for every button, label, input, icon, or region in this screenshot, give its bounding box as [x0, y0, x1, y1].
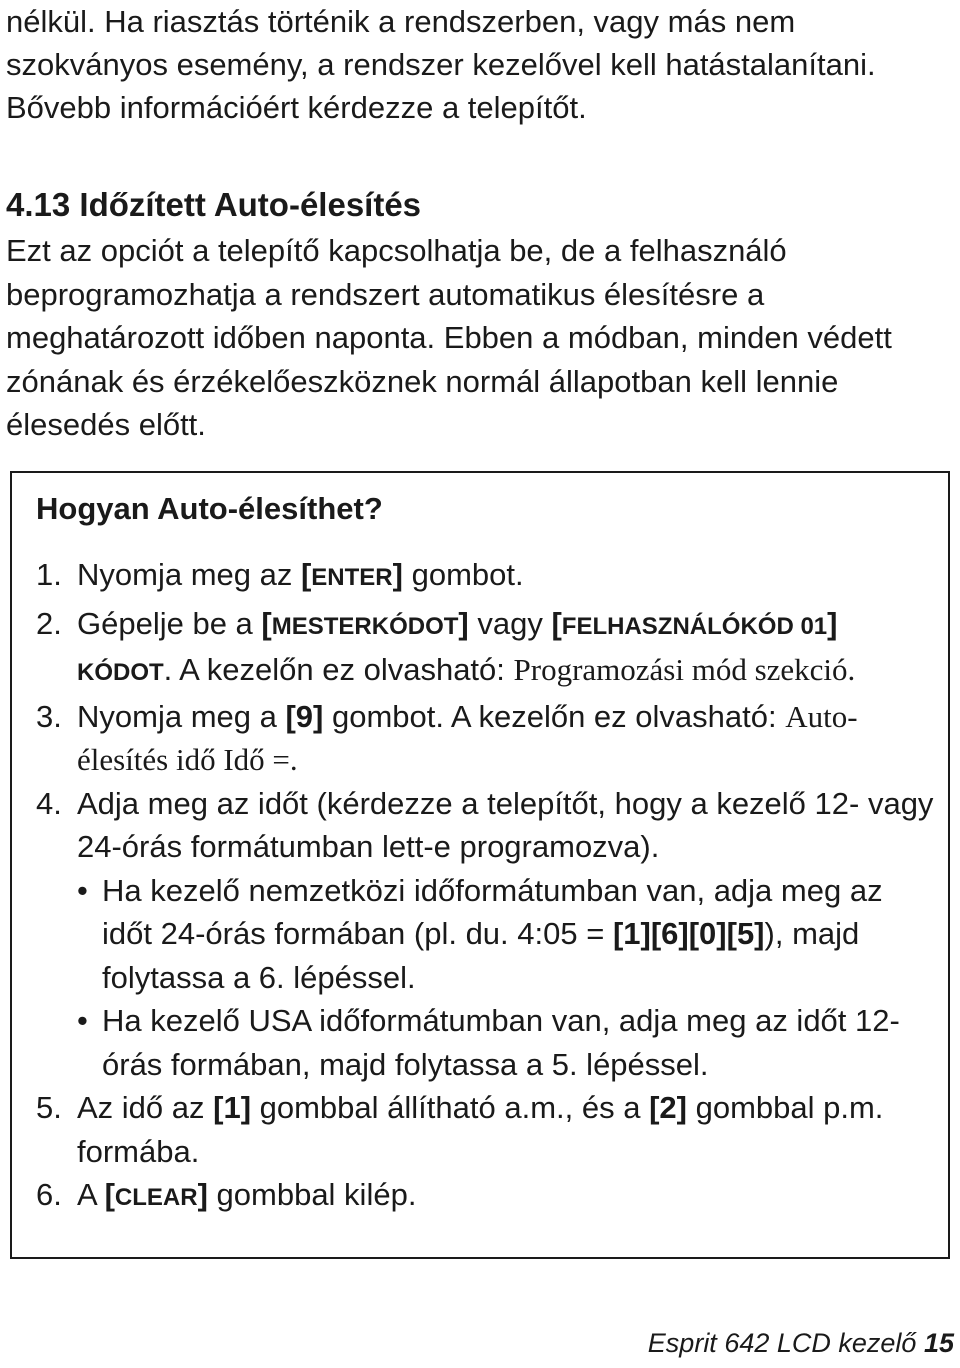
key-1: [1] [213, 1090, 252, 1125]
step-2 [36, 602, 936, 695]
step-number: 2. [36, 605, 62, 641]
bullet-text: Ha kezelő USA időformátumban van, adja meg az időt 12-órás formában, majd folytassa a 5. lépéssel. [102, 1003, 900, 1082]
step-number: 5. [36, 1090, 62, 1125]
key-sequence: [1][6][0][5] [612, 916, 765, 951]
key-master-code: MESTERKÓDOT [271, 612, 459, 640]
bullet-text: Ha kezelő nemzetközi időformátumban van, adja meg az időt 24-órás formában (pl. du. 4:05 = [1][6][0][5]), majd folytassa a 6. lépéssel. [102, 872, 883, 995]
lcd-display-text: Programozási mód szekció. [513, 652, 856, 687]
step-text: Az idő az [1] gombbal állítható a.m., és a [2] gombbal p.m. formába. [77, 1090, 884, 1169]
key-9: [9] [285, 698, 324, 734]
step-number: 3. [36, 698, 62, 734]
section-heading: 4.13 Időzített Auto-élesítés [6, 186, 422, 223]
step-text: Adja meg az időt (kérdezze a telepítőt, hogy a kezelő 12- vagy 24-órás formátumban lett-e programozva). [77, 785, 934, 864]
step-text: Nyomja meg a [9] gombot. A kezelőn ez olvasható: Auto-élesítés idő Idő =. [77, 698, 858, 777]
section-body-paragraph: Ezt az opciót a telepítő kapcsolhatja be, de a felhasználó beprogramozhatja a rendszert automatikus élesítésre a meghatározott időben naponta. Ebben a módban, minden védett zónának és érzékelőeszköznek normál állapotban kell lennie élesedés előtt. [6, 233, 892, 442]
step-4-bullet-usa [77, 999, 936, 1086]
key-2: [2] [649, 1090, 687, 1125]
key-enter: ENTER [311, 564, 393, 591]
bullet-icon: • [77, 872, 88, 908]
page-number: 15 [923, 1328, 954, 1358]
step-6 [36, 1173, 936, 1220]
step-text: A [CLEAR] gombbal kilép. [77, 1177, 417, 1212]
bullet-icon: • [77, 1003, 88, 1038]
step-4 [36, 782, 936, 869]
key-code: KÓDOT [77, 659, 164, 686]
step-number: 6. [36, 1177, 62, 1212]
instruction-steps [36, 553, 936, 1220]
step-number: 1. [36, 557, 62, 592]
lcd-display-text: Auto-élesítés idő Idő =. [77, 698, 858, 777]
intro-paragraph: nélkül. Ha riasztás történik a rendszerben, vagy más nem szokványos esemény, a rendszer kezelővel kell hatástalanítani. Bővebb információért kérdezze a telepítőt. [6, 4, 876, 125]
step-text: Gépelje be a [MESTERKÓDOT] vagy [FELHASZNÁLÓKÓD 01] KÓDOT. A kezelőn ez olvasható: Programozási mód szekció. [77, 605, 856, 687]
page-footer [648, 1325, 954, 1361]
step-1 [36, 553, 936, 600]
step-4-bullet-international [77, 869, 936, 1000]
key-clear: CLEAR [114, 1184, 198, 1211]
footer-label: Esprit 642 LCD kezelő [647, 1328, 917, 1358]
step-5 [36, 1086, 936, 1173]
step-3 [36, 695, 936, 782]
step-number: 4. [36, 785, 62, 821]
instruction-box [10, 471, 950, 1259]
key-user-code: FELHASZNÁLÓKÓD 01 [561, 612, 828, 640]
step-text: Nyomja meg az [ENTER] gombot. [77, 557, 524, 592]
instruction-box-title: Hogyan Auto-élesíthet? [36, 491, 383, 526]
